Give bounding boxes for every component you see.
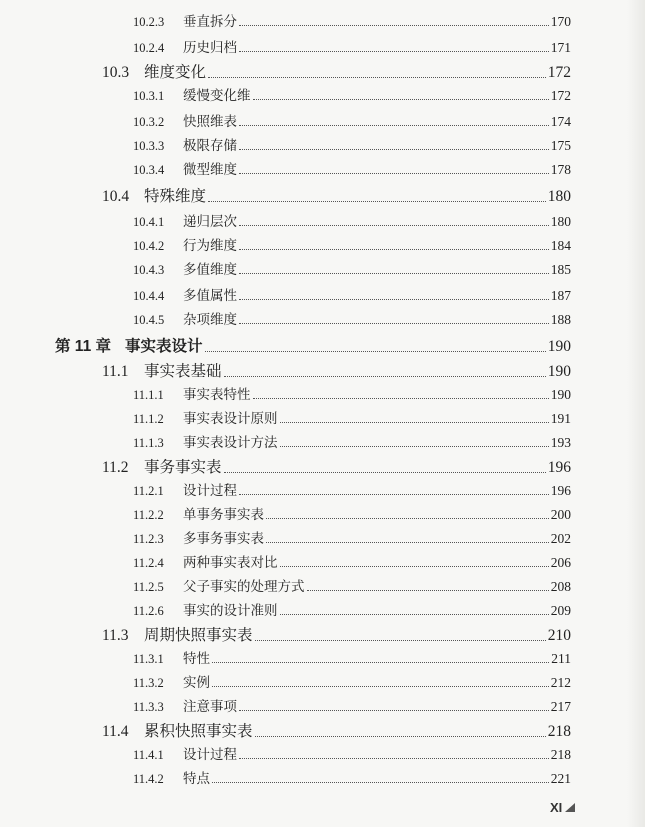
toc-entry-page: 212 [550,675,571,690]
toc-subsection-entry [133,505,571,523]
toc-chapter-entry [55,336,571,356]
toc-entry-number: 10.4.3 [133,263,165,277]
toc-entry-page: 196 [547,459,571,476]
toc-subsection-entry [133,433,571,451]
toc-entry-number: 10.3.4 [133,163,165,177]
toc-subsection-entry [133,697,571,715]
toc-entry-page: 175 [550,138,571,153]
toc-subsection-entry [133,112,571,130]
toc-entry-number: 10.3.3 [133,139,165,153]
toc-dot-leader [239,710,549,711]
toc-dot-leader [239,323,549,324]
toc-entry-page: 188 [550,312,571,327]
toc-entry-page: 208 [550,579,571,594]
toc-entry-title: 事实表基础 [144,363,222,380]
toc-section-entry [102,361,571,381]
toc-entry-number: 11.2 [102,459,129,476]
toc-entry-number: 11.2.6 [133,604,164,618]
toc-entry-page: 190 [547,338,571,355]
toc-dot-leader [280,566,549,567]
toc-dot-leader [239,173,549,174]
toc-dot-leader [239,225,549,226]
toc-section-entry [102,625,571,645]
toc-entry-number: 11.3 [102,627,129,644]
page-number-footer [550,800,575,815]
toc-entry-title: 历史归档 [183,40,237,55]
toc-subsection-entry [133,769,571,787]
toc-dot-leader [266,542,549,543]
toc-dot-leader [255,736,546,737]
toc-dot-leader [224,472,546,473]
toc-entry-title: 周期快照事实表 [144,627,253,644]
toc-entry-number: 11.4 [102,723,129,740]
toc-entry-page: 190 [547,363,571,380]
toc-entry-title: 多值属性 [183,288,237,303]
toc-entry-title: 快照维表 [183,114,237,129]
toc-dot-leader [212,662,549,663]
toc-dot-leader [255,640,546,641]
toc-dot-leader [239,494,549,495]
toc-entry-number: 10.4.1 [133,215,165,229]
toc-section-entry [102,457,571,477]
toc-subsection-entry [133,745,571,763]
toc-entry-number: 10.4.2 [133,239,165,253]
toc-entry-title: 设计过程 [183,747,237,762]
toc-entry-page: 178 [550,162,571,177]
toc-dot-leader [239,299,549,300]
toc-dot-leader [239,149,549,150]
toc-entry-number: 10.4.4 [133,289,165,303]
toc-entry-title: 事实表设计 [125,338,203,355]
toc-entry-number: 11.4.2 [133,772,164,786]
toc-entry-title: 事实的设计准则 [183,603,278,618]
toc-dot-leader [239,51,549,52]
toc-entry-number: 11.1.3 [133,436,164,450]
toc-subsection-entry [133,649,571,667]
toc-entry-title: 特点 [183,771,210,786]
toc-entry-number: 11.2.5 [133,580,164,594]
toc-entry-title: 实例 [183,675,210,690]
toc-entry-number: 11.1 [102,363,129,380]
toc-entry-page: 218 [547,723,571,740]
toc-entry-page: 185 [550,262,571,277]
toc-subsection-entry [133,136,571,154]
toc-entry-title: 注意事项 [183,699,237,714]
toc-entry-page: 202 [550,531,571,546]
toc-entry-page: 200 [550,507,571,522]
toc-subsection-entry [133,212,571,230]
toc-entry-page: 172 [550,88,571,103]
toc-dot-leader [253,398,549,399]
toc-entry-number: 11.4.1 [133,748,164,762]
toc-dot-leader [239,758,549,759]
toc-entry-number: 11.2.1 [133,484,164,498]
toc-section-entry [102,721,571,741]
toc-entry-number: 10.3.1 [133,89,165,103]
toc-subsection-entry [133,577,571,595]
toc-entry-title: 累积快照事实表 [144,723,253,740]
toc-entry-title: 父子事实的处理方式 [183,579,305,594]
toc-entry-title: 特殊维度 [144,188,207,205]
toc-entry-page: 209 [550,603,571,618]
toc-entry-number: 第 11 章 [55,338,111,355]
toc-subsection-entry [133,86,571,104]
toc-dot-leader [253,99,549,100]
toc-entry-page: 206 [550,555,571,570]
toc-entry-title: 两种事实表对比 [183,555,278,570]
toc-dot-leader [239,25,549,26]
toc-entry-page: 210 [547,627,571,644]
toc-dot-leader [280,422,549,423]
toc-entry-title: 单事务事实表 [183,507,264,522]
toc-subsection-entry [133,160,571,178]
toc-entry-page: 171 [550,40,571,55]
toc-entry-page: 180 [550,214,571,229]
toc-subsection-entry [133,409,571,427]
toc-entry-title: 事实表设计原则 [183,411,278,426]
toc-entry-number: 10.2.3 [133,15,165,29]
toc-entry-title: 垂直拆分 [183,14,237,29]
toc-dot-leader [239,273,549,274]
toc-subsection-entry [133,601,571,619]
toc-dot-leader [280,446,549,447]
toc-subsection-entry [133,236,571,254]
toc-entry-page: 190 [550,387,571,402]
toc-entry-number: 11.2.2 [133,508,164,522]
toc-dot-leader [205,351,546,352]
toc-entry-title: 缓慢变化维 [183,88,251,103]
toc-entry-number: 10.3.2 [133,115,165,129]
toc-entry-title: 特性 [183,651,210,666]
toc-entry-title: 极限存储 [183,138,237,153]
toc-entry-page: 172 [547,64,571,81]
toc-entry-page: 187 [550,288,571,303]
toc-entry-number: 11.2.4 [133,556,164,570]
toc-dot-leader [266,518,549,519]
toc-entry-number: 11.1.1 [133,388,164,402]
toc-entry-title: 事务事实表 [144,459,222,476]
toc-entry-title: 多值维度 [183,262,237,277]
toc-entry-title: 微型维度 [183,162,237,177]
toc-subsection-entry [133,286,571,304]
toc-entry-title: 设计过程 [183,483,237,498]
toc-entry-title: 事实表特性 [183,387,251,402]
toc-subsection-entry [133,310,571,328]
toc-entry-page: 211 [551,651,571,666]
toc-entry-page: 221 [550,771,571,786]
toc-subsection-entry [133,38,571,56]
toc-dot-leader [307,590,549,591]
toc-entry-page: 174 [550,114,571,129]
toc-subsection-entry [133,481,571,499]
toc-entry-page: 180 [547,188,571,205]
toc-entry-page: 184 [550,238,571,253]
toc-entry-number: 11.2.3 [133,532,164,546]
toc-entry-number: 11.3.2 [133,676,164,690]
toc-subsection-entry [133,553,571,571]
toc-subsection-entry [133,385,571,403]
toc-dot-leader [212,782,549,783]
toc-entry-page: 170 [550,14,571,29]
toc-dot-leader [239,249,549,250]
toc-entry-page: 196 [550,483,571,498]
toc-entry-title: 多事务事实表 [183,531,264,546]
toc-entry-number: 11.1.2 [133,412,164,426]
toc-entry-number: 11.3.3 [133,700,164,714]
toc-dot-leader [212,686,549,687]
toc-entry-number: 10.4 [102,188,130,205]
toc-entry-page: 217 [550,699,571,714]
toc-entry-number: 10.2.4 [133,41,165,55]
toc-section-entry [102,62,571,82]
toc-entry-title: 递归层次 [183,214,237,229]
toc-entry-number: 11.3.1 [133,652,164,666]
toc-dot-leader [208,77,546,78]
toc-entry-number: 10.3 [102,64,130,81]
toc-subsection-entry [133,12,571,30]
toc-dot-leader [224,376,546,377]
toc-subsection-entry [133,673,571,691]
toc-entry-page: 193 [550,435,571,450]
triangle-ornament-icon [565,803,575,812]
page-number: XI [550,800,563,815]
toc-dot-leader [239,125,549,126]
toc-dot-leader [208,201,546,202]
toc-subsection-entry [133,260,571,278]
toc-entry-number: 10.4.5 [133,313,165,327]
page-gutter-shadow [627,0,645,827]
toc-entry-page: 218 [550,747,571,762]
toc-entry-title: 杂项维度 [183,312,237,327]
toc-entry-title: 维度变化 [144,64,207,81]
toc-entry-title: 事实表设计方法 [183,435,278,450]
toc-section-entry [102,186,571,206]
toc-subsection-entry [133,529,571,547]
toc-entry-page: 191 [550,411,571,426]
toc-dot-leader [280,614,549,615]
toc-entry-title: 行为维度 [183,238,237,253]
